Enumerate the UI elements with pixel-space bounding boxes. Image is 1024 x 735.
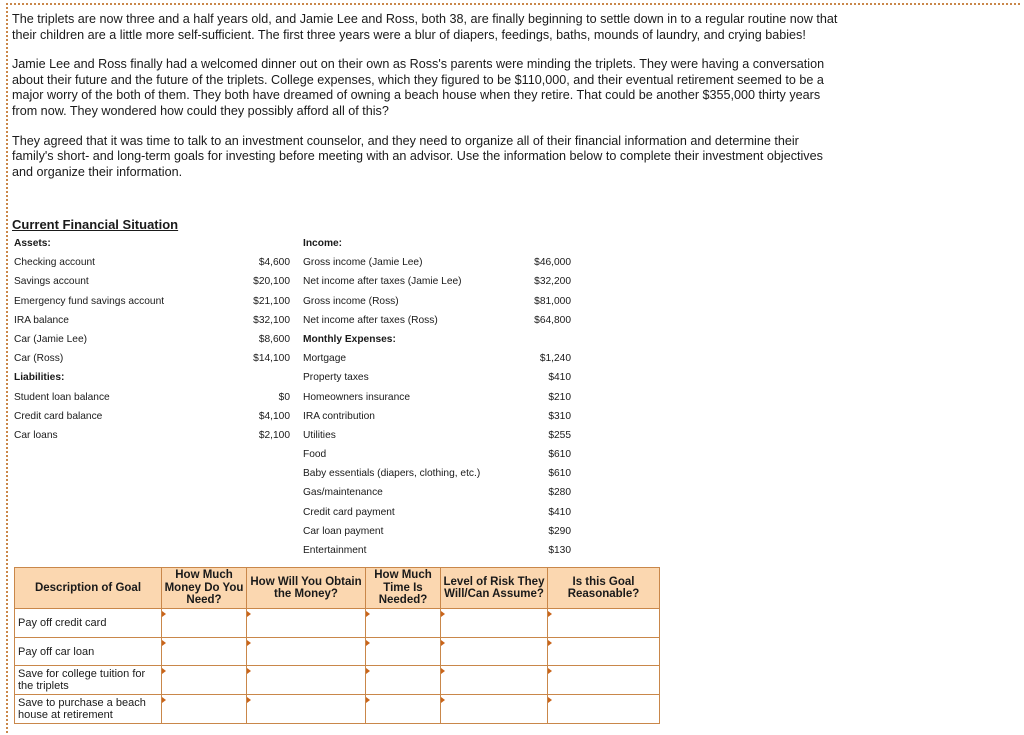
financial-item-value: $64,800 <box>534 314 571 326</box>
financial-item-label: Income: <box>303 238 343 249</box>
header-risk-level: Level of Risk They Will/Can Assume? <box>441 568 548 609</box>
dotted-border-top <box>6 3 1020 5</box>
header-time-needed: How Much Time Is Needed? <box>366 568 441 609</box>
goal-answer-cell[interactable] <box>366 666 441 695</box>
financial-item-label: Homeowners insurance <box>303 391 411 403</box>
goal-answer-cell[interactable] <box>441 666 548 695</box>
intro-text <box>12 12 842 194</box>
financial-item-label: Gas/maintenance <box>303 487 383 499</box>
goal-answer-cell[interactable] <box>247 666 366 695</box>
financial-item-value: $410 <box>548 506 571 518</box>
goal-answer-cell[interactable] <box>441 638 548 666</box>
income-expenses-values <box>510 234 571 560</box>
financial-item-label: IRA balance <box>14 314 69 326</box>
financial-item-label: Liabilities: <box>14 372 65 384</box>
goal-description: Save to purchase a beach house at retirement <box>15 695 162 724</box>
goal-answer-cell[interactable] <box>162 666 247 695</box>
financial-item-value: $14,100 <box>253 353 290 365</box>
goal-row <box>15 638 660 666</box>
financial-item-label: Gross income (Jamie Lee) <box>303 257 423 269</box>
goal-answer-cell[interactable] <box>162 638 247 666</box>
goal-answer-cell[interactable] <box>548 609 660 638</box>
goal-answer-cell[interactable] <box>441 609 548 638</box>
financial-item-value: $1,240 <box>539 353 571 365</box>
financial-item-value <box>510 330 571 349</box>
financial-item-label: Net income after taxes (Ross) <box>303 314 438 326</box>
goal-answer-cell[interactable] <box>162 609 247 638</box>
income-expenses-labels <box>303 234 523 560</box>
header-money-needed: How Much Money Do You Need? <box>162 568 247 609</box>
financial-item-value: $2,100 <box>258 429 290 441</box>
intro-paragraph-1: The triplets are now three and a half years old, and Jamie Lee and Ross, both 38, are finally beginning to settle down in to a regular routine now that their children are a little more self-sufficient. The first three years were a blur of diapers, feedings, baths, mounds of laundry, and crying babies! <box>12 12 838 42</box>
financial-item-value: $255 <box>548 429 571 441</box>
goal-answer-cell[interactable] <box>247 638 366 666</box>
goal-answer-cell[interactable] <box>366 609 441 638</box>
financial-item-value: $310 <box>548 410 571 422</box>
goal-answer-cell[interactable] <box>366 695 441 724</box>
financial-item-value: $8,600 <box>258 333 290 345</box>
intro-paragraph-2: Jamie Lee and Ross finally had a welcomed dinner out on their own as Ross's parents were minding the triplets. They were having a conversation about their future and the future of the triplets. College expenses, which they figured to be $110,000, and their eventual retirement seemed to be a major worry of the both of them. They both have dreamed of owning a beach house when they retire. That could be another $355,000 thirty years from now. They wondered how could they possibly afford all of this? <box>12 57 825 118</box>
financial-item-label: Savings account <box>14 276 89 288</box>
financial-item-label: Food <box>303 449 327 461</box>
goal-description: Save for college tuition for the triplets <box>15 666 162 695</box>
goal-answer-cell[interactable] <box>162 695 247 724</box>
financial-item-value: $610 <box>548 449 571 461</box>
financial-item-label: Assets: <box>14 238 51 249</box>
goal-answer-cell[interactable] <box>247 609 366 638</box>
financial-item-label: Car (Ross) <box>14 353 64 365</box>
financial-item-label: Checking account <box>14 257 95 269</box>
financial-item-value: $4,600 <box>258 257 290 269</box>
financial-item-value: $290 <box>548 525 571 537</box>
goal-row <box>15 609 660 638</box>
financial-item-value: $0 <box>278 391 290 403</box>
financial-item-label: Credit card balance <box>14 410 103 422</box>
financial-item-label: Credit card payment <box>303 506 395 518</box>
financial-item-value: $21,100 <box>253 295 290 307</box>
financial-item-value: $20,100 <box>253 276 290 288</box>
financial-item-value: $32,100 <box>253 314 290 326</box>
financial-item-value: $610 <box>548 468 571 480</box>
header-obtain-money: How Will You Obtain the Money? <box>247 568 366 609</box>
financial-item-label: Gross income (Ross) <box>303 295 399 307</box>
financial-item-label: Utilities <box>303 429 336 441</box>
financial-item-label: Monthly Expenses: <box>303 333 396 345</box>
assets-liabilities-labels <box>14 234 244 445</box>
financial-item-value <box>510 234 571 253</box>
financial-item-value: $210 <box>548 391 571 403</box>
header-reasonable: Is this Goal Reasonable? <box>548 568 660 609</box>
goals-table <box>14 567 660 724</box>
financial-item-value <box>238 368 290 387</box>
goal-answer-cell[interactable] <box>441 695 548 724</box>
goal-description: Pay off credit card <box>15 609 162 638</box>
goal-answer-cell[interactable] <box>247 695 366 724</box>
financial-item-label: Car loan payment <box>303 525 384 537</box>
assets-liabilities-values <box>238 234 290 445</box>
financial-item-label: Entertainment <box>303 545 367 556</box>
financial-item-value: $46,000 <box>534 257 571 269</box>
goal-answer-cell[interactable] <box>548 638 660 666</box>
financial-item-label: Net income after taxes (Jamie Lee) <box>303 276 462 288</box>
goal-answer-cell[interactable] <box>366 638 441 666</box>
financial-item-label: Car (Jamie Lee) <box>14 333 88 345</box>
goal-answer-cell[interactable] <box>548 666 660 695</box>
goal-description: Pay off car loan <box>15 638 162 666</box>
financial-item-label: Property taxes <box>303 372 369 384</box>
financial-item-label: IRA contribution <box>303 410 375 422</box>
intro-paragraph-3: They agreed that it was time to talk to an investment counselor, and they need to organize all of their financial information and determine their family's short- and long-term goals for investing before meeting with an advisor. Use the information below to complete their investment objectives and organize their information. <box>12 133 823 179</box>
financial-item-value: $81,000 <box>534 295 571 307</box>
financial-item-label: Emergency fund savings account <box>14 295 165 307</box>
goal-answer-cell[interactable] <box>548 695 660 724</box>
financial-section-title: Current Financial Situation <box>12 217 179 232</box>
financial-item-value: $280 <box>548 487 571 499</box>
financial-item-label: Mortgage <box>303 353 347 365</box>
financial-item-value: $4,100 <box>258 410 290 422</box>
financial-item-value: $130 <box>548 545 571 556</box>
financial-item-label: Car loans <box>14 429 58 441</box>
financial-item-value <box>238 234 290 253</box>
financial-item-label: Student loan balance <box>14 391 110 403</box>
dotted-border-left <box>6 3 8 733</box>
financial-item-value: $410 <box>548 372 571 384</box>
goal-row <box>15 666 660 695</box>
goal-row <box>15 695 660 724</box>
financial-item-value: $32,200 <box>534 276 571 288</box>
header-description: Description of Goal <box>15 568 162 609</box>
financial-item-label: Baby essentials (diapers, clothing, etc.) <box>303 468 481 480</box>
